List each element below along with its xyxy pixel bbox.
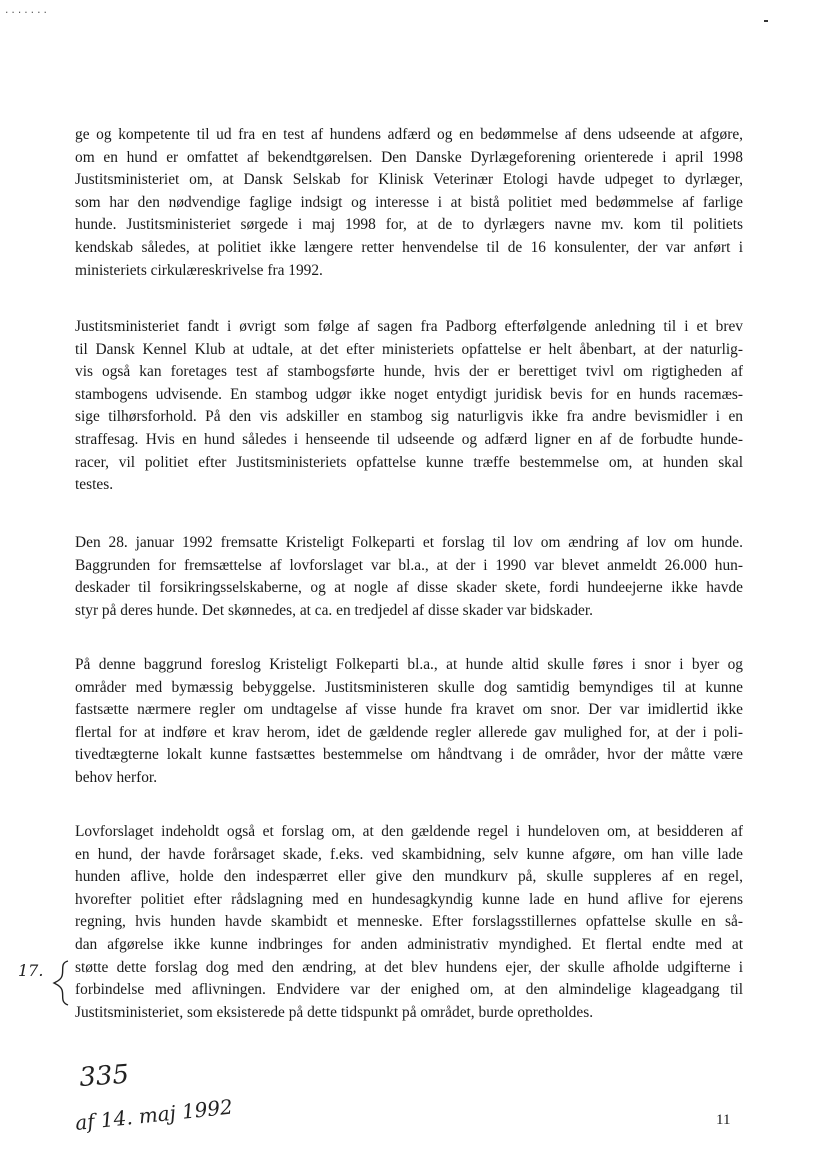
text-line: vis også kan foretages test af stambogsførte hunde, hvis der er berettiget tvivl om rigtigheden af bbox=[75, 363, 743, 381]
text-line: behov herfor. bbox=[75, 768, 158, 786]
text-line: en hund, der havde forårsaget skade, f.eks. ved skambidning, selv kunne afgøre, om han ville lade bbox=[75, 845, 743, 863]
paragraph-4 bbox=[75, 654, 743, 790]
text-line: Den 28. januar 1992 fremsatte Kristeligt Folkeparti et forslag til lov om ændring af lov om hunde. bbox=[75, 534, 743, 551]
text-line: stambogens udvisende. En stambog udgør ikke noget entydigt juridisk bevis for en hunds racemæs- bbox=[75, 385, 743, 403]
text-line: støtte dette forslag dog med den ændring, at det blev hundens ejer, der skulle afholde udgifterne i bbox=[75, 958, 743, 976]
text-line: testes. bbox=[75, 476, 114, 494]
text-line: ministeriets cirkulæreskrivelse fra 1992. bbox=[75, 261, 323, 279]
paragraph-3 bbox=[75, 532, 743, 622]
corner-tick bbox=[764, 20, 768, 22]
margin-brace bbox=[54, 961, 68, 1005]
text-line: fastsætte nærmere regler om undtagelse af visse hunde fra kravet om snor. Der var imidlertid ikke bbox=[75, 701, 743, 719]
corner-mark: ....... bbox=[4, 6, 49, 16]
text-line: til Dansk Kennel Klub at udtale, at det efter ministeriets opfattelse er helt åbenbart, at der naturlig- bbox=[75, 340, 743, 358]
paragraph-2 bbox=[75, 316, 743, 497]
text-line: Baggrunden for fremsættelse af lovforslaget var bl.a., at der i 1990 var blevet anmeldt 26.000 hun- bbox=[75, 556, 743, 574]
text-line: områder med bymæssig bebyggelse. Justitsministeren skulle dog samtidig bemyndiges til at kunne bbox=[75, 678, 743, 696]
text-line: sige tilhørsforhold. På den vis adskiller en stambog sig naturligvis ikke fra andre bevismidler i en bbox=[75, 408, 743, 426]
text-line: ge og kompetente til ud fra en test af hundens adfærd og en bedømmelse af dens udseende at afgøre, bbox=[75, 126, 743, 143]
handwritten-date: af 14. maj 1992 bbox=[74, 1094, 234, 1135]
paragraph-5 bbox=[75, 821, 743, 1024]
handwritten-note bbox=[70, 1058, 270, 1148]
text-line: racer, vil politiet efter Justitsministeriets opfattelse kunne træffe bestemmelse om, at hunden skal bbox=[75, 453, 743, 471]
text-line: deskader til forsikringsselskaberne, og at nogle af disse skader skete, fordi hundeejerne ikke havde bbox=[75, 579, 743, 597]
text-line: dan afgørelse ikke kunne indbringes for anden administrativ myndighed. Et flertal endte med at bbox=[75, 935, 743, 953]
margin-note-text: 17. bbox=[18, 961, 44, 980]
text-line: Lovforslaget indeholdt også et forslag om, at den gældende regel i hundeloven om, at besidderen af bbox=[75, 823, 743, 840]
text-line: som har den nødvendige faglige indsigt og interesse i at bistå politiet med bedømmelse af farlige bbox=[75, 193, 743, 211]
text-line: Justitsministeriet om, at Dansk Selskab for Klinisk Veterinær Etologi havde udpeget to dyrlæger, bbox=[75, 171, 743, 189]
text-line: Justitsministeriet, som eksisterede på dette tidspunkt på området, burde opretholdes. bbox=[75, 1003, 594, 1021]
text-line: hunden aflive, holde den indespærret eller give den mundkurv på, skulle suppleres af en regel, bbox=[75, 868, 743, 886]
text-line: hvorefter politiet efter rådslagning med en hundesagkyndig kunne lade en hund aflive for ejerens bbox=[75, 890, 743, 908]
text-line: styr på deres hunde. Det skønnedes, at ca. en tredjedel af disse skader var bidskader. bbox=[75, 601, 593, 619]
text-line: kendskab således, at politiet ikke længere retter henvendelse til de 16 konsulenter, der var anført i bbox=[75, 238, 743, 256]
text-line: tivedtægterne lokalt kunne fastsættes bestemmelse om håndtvang i de områder, hvor der måtte være bbox=[75, 746, 743, 764]
page-number: 11 bbox=[716, 1112, 731, 1128]
margin-annotation bbox=[16, 958, 76, 1008]
text-line: forbindelse med aflivningen. Endvidere var der enighed om, at den almindelige klageadgang til bbox=[75, 981, 743, 999]
text-line: om en hund er omfattet af bekendtgørelsen. Den Danske Dyrlægeforening orienterede i april 1998 bbox=[75, 148, 743, 166]
text-line: straffesag. Hvis en hund således i henseende til udseende og adfærd ligner en af de forbudte hunde- bbox=[75, 430, 743, 448]
text-line: På denne baggrund foreslog Kristeligt Folkeparti bl.a., at hunde altid skulle føres i snor i byer og bbox=[75, 656, 743, 673]
text-line: hunde. Justitsministeriet sørgede i maj 1998 for, at de to dyrlægers navne mv. kom til politiets bbox=[75, 216, 743, 234]
paragraph-1 bbox=[75, 124, 743, 282]
text-line: Justitsministeriet fandt i øvrigt som følge af sagen fra Padborg efterfølgende anledning til i et brev bbox=[75, 318, 743, 335]
text-line: flertal for at indføre et krav herom, idet de gældende regler allerede gav mulighed for, at der i poli- bbox=[75, 723, 743, 741]
handwritten-number: 335 bbox=[78, 1059, 131, 1093]
text-line: regning, hvis hunden havde skambidt et menneske. Efter forslagsstillernes opfattelse skulle en så- bbox=[75, 913, 743, 931]
